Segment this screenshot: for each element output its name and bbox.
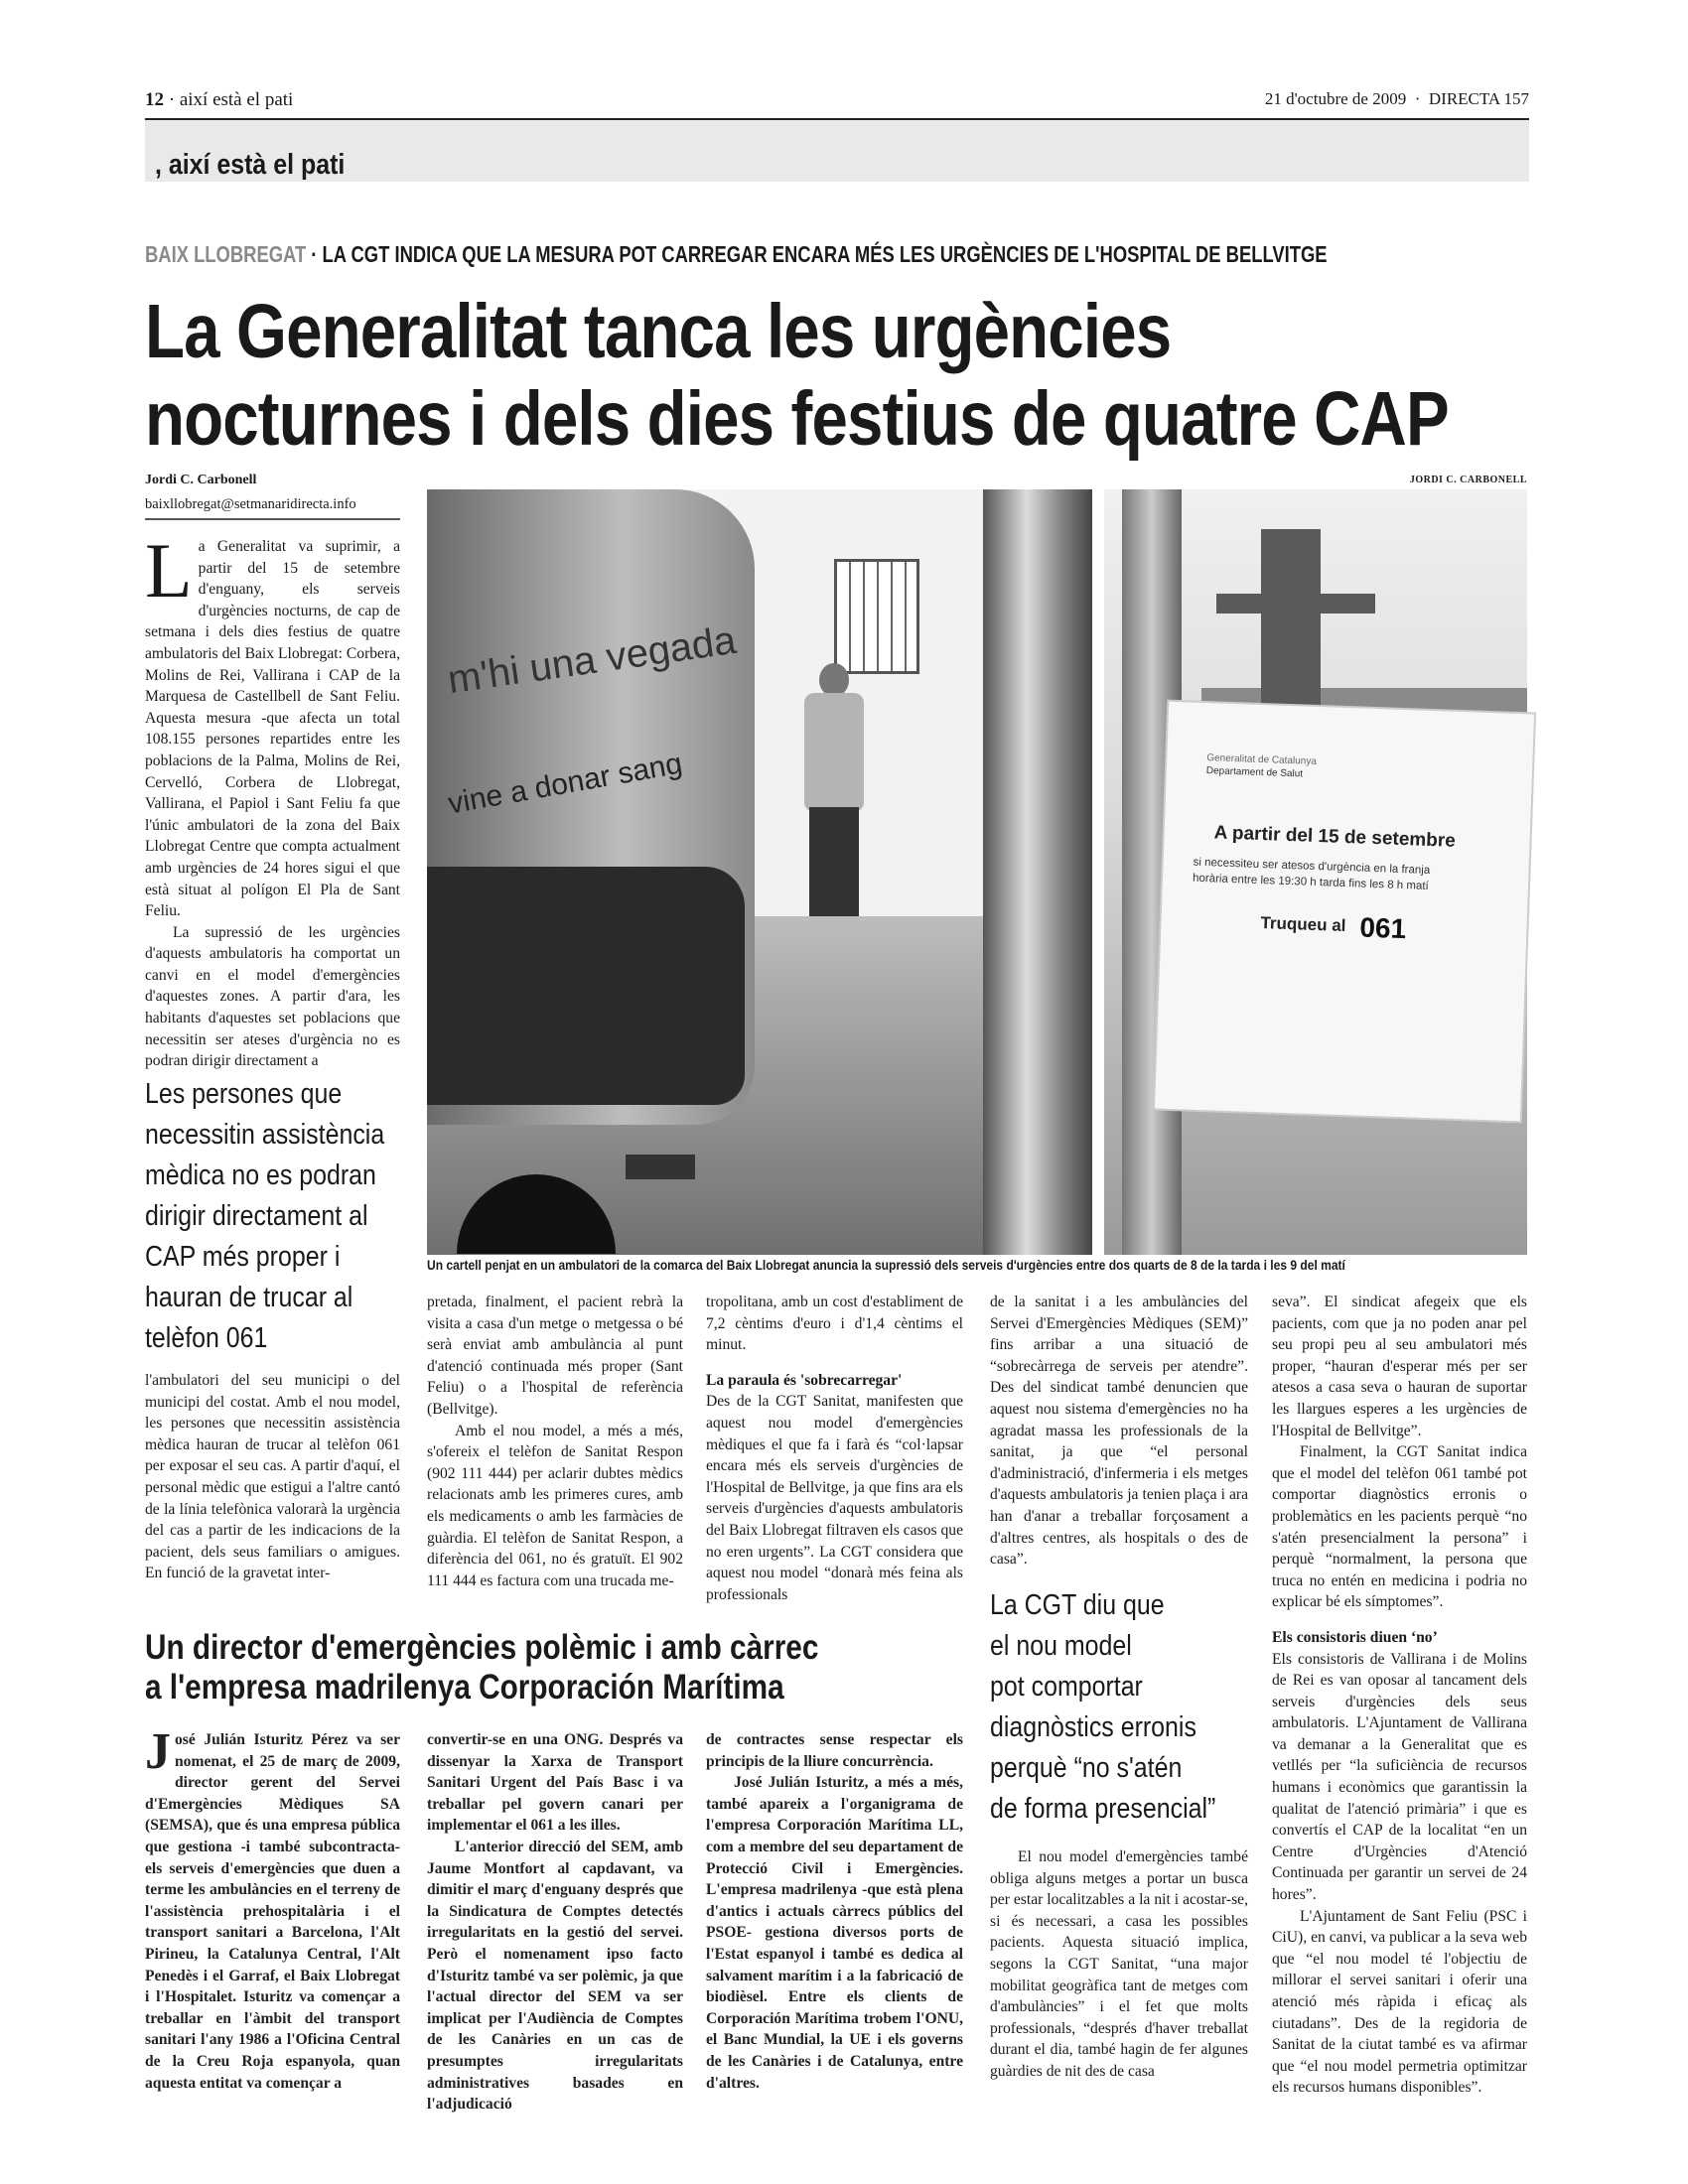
photo-cross-sign-bar <box>1216 594 1375 614</box>
page-number: 12 <box>145 89 164 110</box>
secondary-headline-line-1: Un director d'emergències polèmic i amb càrrec <box>145 1628 819 1667</box>
kicker-text: LA CGT INDICA QUE LA MESURA POT CARREGAR ENCARA MÉS LES URGÈNCIES DE L'HOSPITAL DE BELLVITGE <box>322 241 1328 267</box>
notice-line: si necessiteu ser atesos d'urgència en la franja <box>1193 856 1431 877</box>
pull-quote-line: diagnòstics erronis <box>990 1711 1196 1743</box>
drop-cap: L <box>145 527 193 614</box>
photo-drain <box>626 1155 695 1179</box>
photo-window <box>834 559 919 674</box>
photo-van-lower <box>427 867 745 1105</box>
drop-cap: J <box>145 1723 171 1780</box>
paragraph: pretada, finalment, el pacient rebrà la visita a casa d'un metge o metgessa o bé serà enviat amb ambulància al punt d'atenció continuada més proper (Sant Feliu) o a l'hospital de referència (Bellvitge). <box>427 1294 683 1418</box>
subheading: Els consistoris diuen ‘no’ <box>1272 1628 1438 1646</box>
paragraph: Finalment, la CGT Sanitat indica que el model del telèfon 061 també pot comportar diagnòstics erronis o problemàtics en les pacients perquè “no s'atén presencialment la persona” i perquè “normalment, la persona que truca no entén en medicina i podria no explicar bé els símptomes”. <box>1272 1443 1527 1611</box>
pull-quote-line: de forma presencial” <box>990 1793 1216 1825</box>
article-column-1-bottom <box>145 1370 400 1608</box>
secondary-headline <box>145 1628 818 1707</box>
paragraph: osé Julián Isturitz Pérez va ser nomenat, el 25 de març de 2009, director gerent del Servei d'Emergències Mèdiques SA (SEMSA), que és una empresa pública que gestiona -i també subcontracta- els serveis d'emergències que duen a terme les ambulàncies en el terreny de l'assistència prehospitalària i el transport sanitari a Barcelona, l'Alt Pirineu, la Catalunya Central, l'Alt Penedès i el Garraf, el Baix Llobregat i l'Hospitalet. Isturitz va començar a treballar en l'àmbit del transport sanitari l'any 1986 a l'Oficina Central de la Creu Roja espanyola, quan aquesta entitat va començar a <box>145 1731 400 2092</box>
photo-person-legs <box>809 807 859 921</box>
photo-pillar-edge <box>1092 489 1104 1255</box>
byline-rule <box>145 518 400 520</box>
paragraph: a Generalitat va suprimir, a partir del 15 de setembre d'enguany, els serveis d'urgències nocturns, de cap de setmana i dels dies festius de quatre ambulatoris del Baix Llobregat: Corbera, Molins de Rei, Vallirana i CAP de la Marquesa de Castellbell de Sant Feliu. Aquesta mesura -que afecta un total 108.155 persones repartides entre les poblacions de la Palma, Molins de Rei, Cervelló, Corbera de Llobregat, Vallirana, el Papiol i Sant Feliu fa que l'únic ambulatori de la zona del Baix Llobregat Centre que compta actualment amb urgències de 24 hores sigui el que està situat al polígon El Pla de Sant Feliu. <box>145 538 400 920</box>
paragraph: Amb el nou model, a més a més, s'ofereix el telèfon de Sanitat Respon (902 111 444) per aclarir dubtes mèdics relacionats amb les primeres cures, amb els medicaments o amb les farmàcies de guàrdia. El telèfon de Sanitat Respon, a diferència del 061, no és gratuït. El 902 111 444 es factura com una trucada me- <box>427 1422 683 1589</box>
article2-column-3 <box>706 1729 963 2092</box>
pull-quote-line: mèdica no es podran <box>145 1160 376 1191</box>
paragraph: L'Ajuntament de Sant Feliu (PSC i CiU), en canvi, va publicar a la seva web que “el nou model té l'objectiu de millorar el servei sanitari i oferir una atenció més ràpida i eficaç als ciutadans”. Des de la regidoria de Sanitat de la ciutat també es va afirmar que “el nou model permetria optimitzar els recursos humans disponibles”. <box>1272 1907 1527 2097</box>
headline <box>145 288 1529 463</box>
byline-author: Jordi C. Carbonell <box>145 473 257 487</box>
kicker-place: BAIX LLOBREGAT <box>145 241 307 267</box>
photo-pillar <box>983 489 1092 1255</box>
secondary-headline-line-2: a l'empresa madrilenya Corporación Marítima <box>145 1668 784 1706</box>
byline-email[interactable]: baixllobregat@setmanaridirecta.info <box>145 496 356 512</box>
article-column-3 <box>706 1292 963 1601</box>
pull-quote-line: pot comportar <box>990 1671 1143 1703</box>
article-column-1-top <box>145 527 400 1070</box>
article-column-2 <box>427 1292 683 1601</box>
photo-credit: JORDI C. CARBONELL <box>1409 475 1527 485</box>
paragraph: La supressió de les urgències d'aquests ambulatoris ha comportat un canvi en el model d'emergències d'aquestes zones. A partir d'ara, les habitants d'aquestes set poblacions que necessitin ser ateses d'urgència no es podran dirigir directament a <box>145 923 400 1070</box>
separator: · <box>1414 89 1421 108</box>
pull-quote-line: La CGT diu que <box>990 1589 1165 1621</box>
headline-line-1: La Generalitat tanca les urgències <box>145 289 1172 374</box>
pull-quote-line: perquè “no s'atén <box>990 1752 1183 1784</box>
issue-date: 21 d'octubre de 2009 <box>1264 89 1407 108</box>
photo-person-head <box>819 663 849 697</box>
kicker-separator: · <box>306 241 323 267</box>
section-name: · així està el pati <box>168 89 294 110</box>
pull-quote-line: telèfon 061 <box>145 1322 268 1354</box>
running-header-left <box>145 89 293 111</box>
article2-column-1 <box>145 1723 400 2092</box>
paragraph: L'anterior direcció del SEM, amb Jaume Montfort al capdavant, va dimitir el març d'enguany després que la Sindicatura de Comptes detectés irregularitats en la gestió del servei. Però el nomenament ipso facto d'Isturitz també va ser polèmic, ja que l'actual director del SEM va ser implicat per l'Audiència de Comptes de les Canàries en un cas de presumptes irregularitats administratives basades en l'adjudicació <box>427 1838 683 2114</box>
notice-department: Departament de Salut <box>1205 765 1304 780</box>
pull-quote-line: hauran de trucar al <box>145 1282 353 1313</box>
pull-quote-line: dirigir directament al <box>145 1200 368 1232</box>
publication-issue: DIRECTA 157 <box>1428 89 1529 108</box>
section-title: , així està el pati <box>155 149 346 181</box>
article-column-5 <box>1272 1292 1527 2097</box>
paragraph: l'ambulatori del seu municipi o del municipi del costat. Amb el nou model, les persones que necessitin assistència mèdica hauran de trucar al telèfon 061 per exposar el seu cas. A partir d'aquí, el personal mèdic que estigui a l'altre cantó de la línia telefònica valorarà la urgència del cas a partir de les indicacions de la pacient, dels seus familiars o amigues. En funció de la gravetat inter- <box>145 1372 400 1582</box>
notice-call: Truqueu al <box>1260 913 1346 936</box>
photo-person-body <box>804 693 864 812</box>
notice-line: horària entre les 19:30 h tarda fins les 8 h matí <box>1192 872 1429 892</box>
notice-title: A partir del 15 de setembre <box>1213 822 1457 852</box>
notice-org: Generalitat de Catalunya <box>1206 752 1318 767</box>
paragraph: convertir-se en una ONG. Després va dissenyar la Xarxa de Transport Sanitari Urgent del País Basc i va treballar pel govern canari per implementar el 061 a les illes. <box>427 1731 683 1835</box>
pull-quote-line: Les persones que <box>145 1078 343 1110</box>
notice-number: 061 <box>1358 911 1407 945</box>
pull-quote-2 <box>990 1585 1215 1830</box>
paragraph: José Julián Isturitz, a més a més, també apareix a l'organigrama de l'empresa Corporación Marítima LL, com a membre del seu departament de Protecció Civil i Emergències. L'empresa madrilenya -que està plena d'antics i actuals càrrecs públics del PSOE- gestiona diversos ports de l'Estat espanyol i també es dedica al salvament marítim i a la fabricació de biodièsel. Entre els clients de Corporación Marítima trobem l'ONU, el Banc Mundial, la UE i els governs de les Canàries i de Catalunya, entre d'altres. <box>706 1774 963 2092</box>
paragraph: tropolitana, amb un cost d'establiment de 7,2 cèntims d'euro i d'1,4 cèntims el minut. <box>706 1294 963 1354</box>
kicker <box>145 241 1328 268</box>
article2-column-2 <box>427 1729 683 2114</box>
photo-caption: Un cartell penjat en un ambulatori de la comarca del Baix Llobregat anuncia la supressió dels serveis d'urgències entre dos quarts de 8 de la tarda i les 9 del matí <box>427 1257 1345 1273</box>
article-column-4-top <box>990 1292 1248 1581</box>
section-band <box>145 120 1529 182</box>
photo-notice-sign <box>1155 702 1534 1122</box>
paragraph: de contractes sense respectar els principis de la lliure concurrència. <box>706 1731 963 1770</box>
pull-quote-line: el nou model <box>990 1630 1132 1662</box>
headline-line-2: nocturnes i dels dies festius de quatre CAP <box>145 376 1449 462</box>
pull-quote <box>145 1074 384 1359</box>
paragraph: seva”. El sindicat afegeix que els pacients, com que ja no poden anar pel seu propi peu al seu ambulatori més proper, “hauran d'esperar més per ser atesos a casa seva o hauran de suportar les llargues esperes a les urgències de l'Hospital de Bellvitge”. <box>1272 1294 1527 1439</box>
pull-quote-line: CAP més proper i <box>145 1241 341 1273</box>
paragraph: Des de la CGT Sanitat, manifesten que aquest nou model d'emergències mèdiques el que fa i farà és “col·lapsar encara més els serveis d'urgències de l'Hospital de Bellvitge, ja que fins ara els serveis d'urgències d'aquests ambulatoris del Baix Llobregat filtraven els casos que no eren urgents”. La CGT considera que aquest nou model “donarà més feina als professionals <box>706 1393 963 1603</box>
paragraph: de la sanitat i a les ambulàncies del Servei d'Emergències Mèdiques (SEM)” fins arribar a una situació de “sobrecàrrega de serveis per atendre”. Des del sindicat també denuncien que aquest nou sistema d'emergències no ha agradat massa les professionals de la sanitat, ja que “el personal d'administració, d'infermeria i els metges d'aquests ambulatoris ja tenien plaça i ara han d'anar a treballar forçosament a d'altres centres, als hospitals o des de casa”. <box>990 1294 1248 1569</box>
photo-van-text: vine a donar sang <box>445 747 685 821</box>
photo-van-text: m'hi una vegada <box>445 617 739 703</box>
pull-quote-line: necessitin assistència <box>145 1119 385 1151</box>
paragraph: Els consistoris de Vallirana i de Molins de Rei es van oposar al tancament dels serveis d'urgències dels seus ambulatoris. L'Ajuntament de Vallirana va demanar a la Generalitat que es vetllés per “la suficiència de recursos humans i econòmics que garantissin la qualitat de l'atenció primària” i que es convertís el CAP de la localitat “en un Centre d'Urgències d'Atenció Continuada per garantir un servei de 24 hores”. <box>1272 1650 1527 1904</box>
news-photo <box>427 489 1527 1255</box>
photo-wall <box>725 489 1023 926</box>
paragraph: El nou model d'emergències també obliga alguns metges a portar un busca per estar localitzables a la nit i acostar-se, si és necessari, a casa les possibles pacients. Aquesta situació implica, segons la CGT Sanitat, “una major mobilitat geogràfica tant de metges com d'ambulàncies” i el fet que molts professionals, “després d'haver treballat durant el dia, també hagin de fer algunes guàrdies de nit des de casa <box>990 1848 1248 2080</box>
running-header-right <box>1265 89 1529 109</box>
subheading: La paraula és 'sobrecarregar' <box>706 1371 903 1389</box>
article-column-4-bottom <box>990 1846 1248 2080</box>
